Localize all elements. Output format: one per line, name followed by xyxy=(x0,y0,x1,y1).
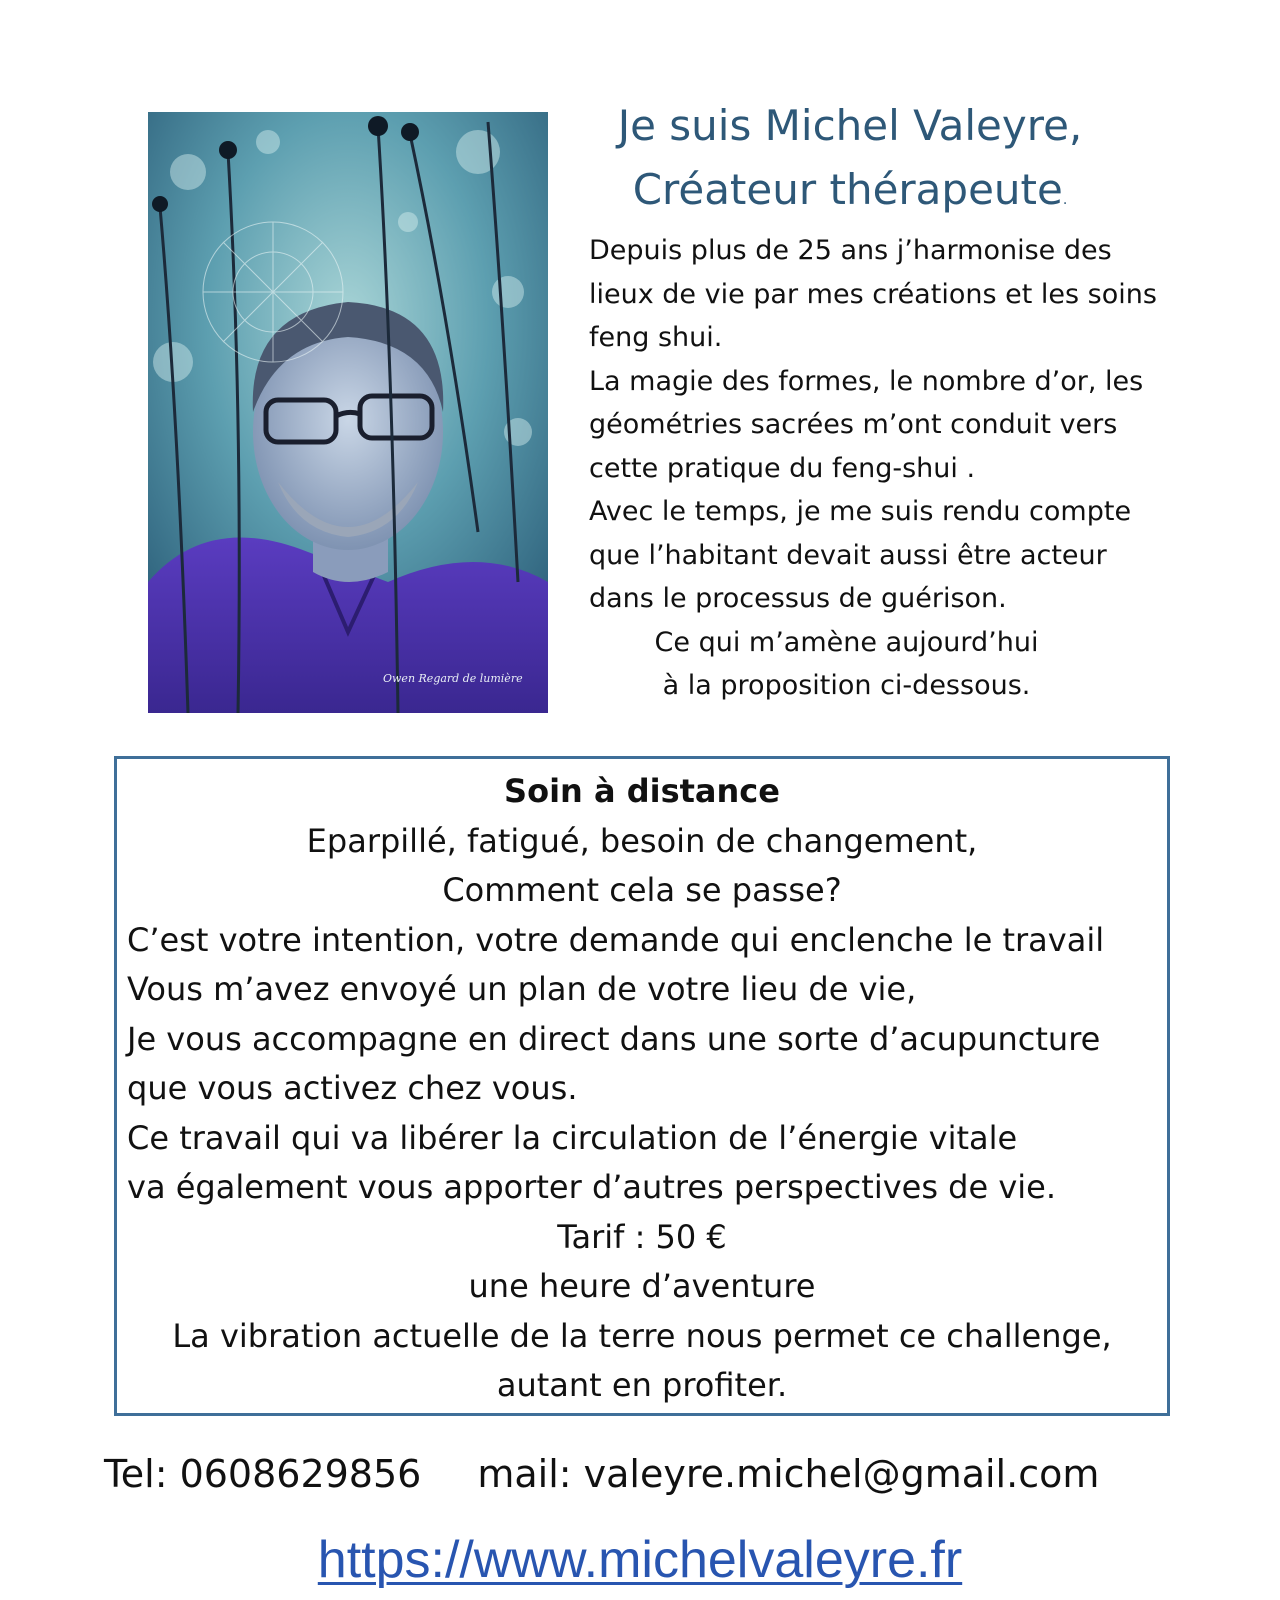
intro-line: Avec le temps, je me suis rendu compte xyxy=(589,496,1132,527)
box-closing-line: La vibration actuelle de la terre nous permet ce challenge, xyxy=(172,1316,1112,1355)
intro-line: Depuis plus de 25 ans j’harmonise des xyxy=(589,235,1112,266)
portrait-photo xyxy=(148,112,548,713)
box-body-line: va également vous apporter d’autres perspectives de vie. xyxy=(127,1168,1057,1206)
intro-line: cette pratique du feng-shui . xyxy=(589,452,976,484)
box-body-line: Ce travail qui va libérer la circulation de l’énergie vitale xyxy=(127,1118,1018,1157)
intro-line: La magie des formes, le nombre d’or, les xyxy=(589,365,1144,397)
box-body-line: Vous m’avez envoyé un plan de votre lieu de vie, xyxy=(127,970,917,1008)
website-link[interactable]: https://www.michelvaleyre.fr xyxy=(317,1531,963,1589)
portrait-image xyxy=(148,112,548,713)
box-body-line: C’est votre intention, votre demande qui enclenche le travail xyxy=(127,920,1105,959)
headline-role xyxy=(575,158,1125,232)
box-tarif: Tarif : 50 € xyxy=(557,1217,727,1256)
contact-line xyxy=(104,1449,1099,1499)
headline-name: Je suis Michel Valeyre, xyxy=(617,101,1083,150)
headline xyxy=(575,94,1125,232)
intro-closing-line: Ce qui m’amène aujourd’hui xyxy=(654,626,1039,658)
box-body-line: Je vous accompagne en direct dans une sorte d’acupuncture xyxy=(127,1019,1101,1058)
intro-closing-line: à la proposition ci-dessous. xyxy=(662,670,1031,701)
soin-a-distance-box xyxy=(114,756,1170,1416)
headline-role-dot: . xyxy=(1062,192,1068,208)
photo-watermark: Owen Regard de lumière xyxy=(383,672,523,685)
intro-line: géométries sacrées m’ont conduit vers xyxy=(589,409,1118,440)
box-duration: une heure d’aventure xyxy=(468,1267,816,1305)
box-title: Soin à distance xyxy=(504,772,780,810)
intro-line: dans le processus de guérison. xyxy=(589,583,1007,614)
box-body-line: que vous activez chez vous. xyxy=(127,1069,578,1107)
box-subtitle-line: Eparpillé, fatigué, besoin de changement, xyxy=(306,821,978,860)
intro-line: que l’habitant devait aussi être acteur xyxy=(589,539,1107,571)
intro-line: lieux de vie par mes créations et les soins xyxy=(589,278,1157,310)
box-closing-line: autant en profiter. xyxy=(496,1366,788,1404)
box-subtitle-line: Comment cela se passe? xyxy=(442,871,842,909)
intro-line: feng shui. xyxy=(589,322,723,353)
contact-mail: mail: valeyre.michel@gmail.com xyxy=(477,1452,1100,1496)
intro-text xyxy=(589,229,1229,708)
contact-tel: Tel: 0608629856 xyxy=(104,1452,422,1496)
headline-role-text: Créateur thérapeute xyxy=(632,165,1063,214)
